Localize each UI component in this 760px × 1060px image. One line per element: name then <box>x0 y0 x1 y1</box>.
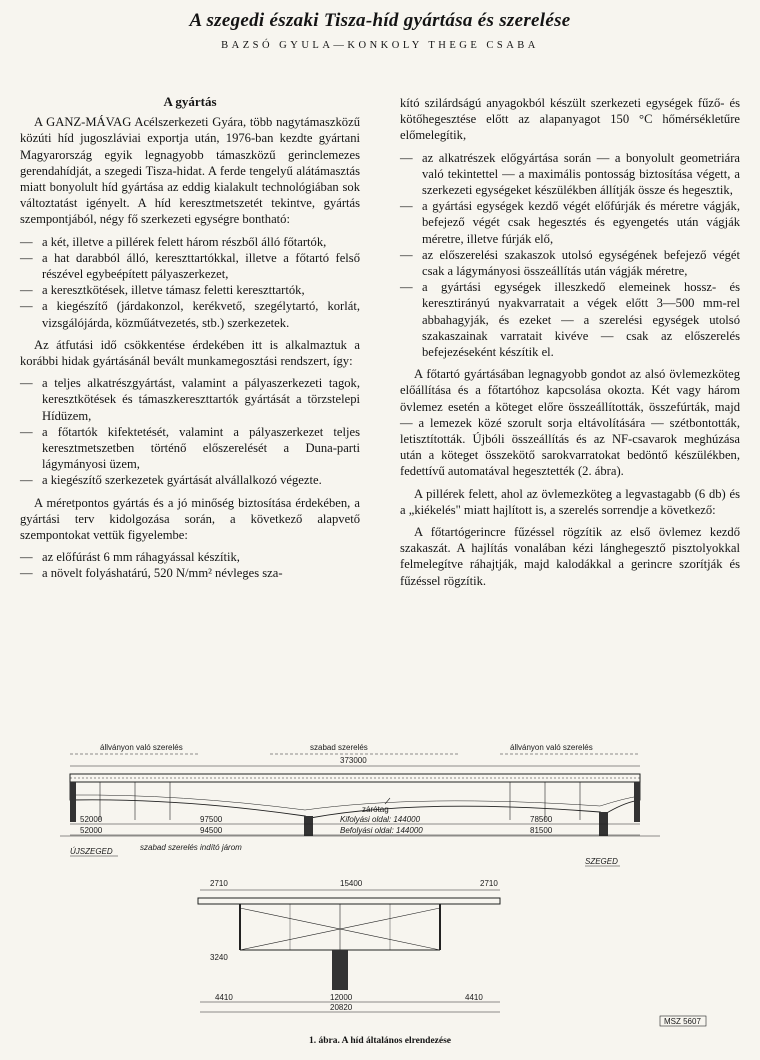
cs-dim-bottom-left: 4410 <box>215 993 233 1002</box>
left-column <box>20 92 360 588</box>
paragraph: A főtartógerincre fűzéssel rögzítik az első övlemez kezdő szakaszát. A hajlítás vonalában kézi lánghegesztő pisztolyokkal felmelegítve ráhajtják, majd kalodákkal a gerincre szorítják és fűzéssel rögzítik. <box>400 525 740 588</box>
list-item: — az alkatrészek előgyártása során — a bonyolult geometriára való tekintettel — a maximális pontosság biztosítása végett, a szerkezeti egységeket készülékben állítják össze és hegesztik, <box>400 150 740 199</box>
bridge-figure <box>40 740 740 1030</box>
label-right-scaffold: állványon való szerelés <box>510 743 593 752</box>
cs-dim-bottom-mid: 12000 <box>330 993 353 1002</box>
list-item: — az előszerelési szakaszok utolsó egységének befejező végét csak a lágymányosi összeállítás után vágják méretre, <box>400 247 740 279</box>
list-item: — a gyártási egységek illeszkedő elemeinek hossz- és keresztirányú nyakvarratait a végek előtt 3—500 mm-rel abbahagyják, és ezeket — a szerelési egységek utolsó szakaszainak varratait kivéve — csak az előszerelés befejezéseként készítik el. <box>400 279 740 360</box>
city-right: SZEGED <box>585 857 618 866</box>
list-item: — a gyártási egységek kezdő végét előfúrják és méretre vágják, befejező végét csak hegesztés és egyengetés után vágják méretre, illetve fúrják elő, <box>400 198 740 247</box>
section-heading: A gyártás <box>163 94 217 109</box>
dash-list <box>20 375 360 488</box>
city-left: ÚJSZEGED <box>70 847 113 856</box>
paragraph: Az átfutási idő csökkentése érdekében itt is alkalmaztuk a korábbi hidak gyártásánál bevált munkamegosztási rendszert, így: <box>20 337 360 369</box>
list-item: — a két, illetve a pillérek felett három részből álló főtartók, <box>20 234 360 250</box>
cs-dim-top-right: 2710 <box>480 879 498 888</box>
cs-dim-bottom-right: 4410 <box>465 993 483 1002</box>
cs-dim-top-left: 2710 <box>210 879 228 888</box>
label-left-scaffold: állványon való szerelés <box>100 743 183 752</box>
list-item: — a növelt folyáshatárú, 520 N/mm² névleges sza- <box>20 565 360 581</box>
label-free-erection: szabad szerelés <box>310 743 368 752</box>
figure-caption: 1. ábra. A híd általános elrendezése <box>308 1036 452 1046</box>
dim-mid-inner: 94500 <box>200 826 223 835</box>
dim-right-inner: 81500 <box>530 826 553 835</box>
bridge-drawing <box>40 740 740 1030</box>
paragraph: A GANZ-MÁVAG Acélszerkezeti Gyára, több nagytámaszközű közúti híd jugoszláviai exportja után, 1976-ban kezdte gyártani Magyarország egyik legnagyobb támaszközű gerinclemezes gerendahídját, a szegedi Tisza-hidat. A ferde tengelyű alátámasztás miatt bonyolult híd gyártása az eddig kialakult technológiában sok változtatást igényelt. A híd keresztmetszetét tekintve, gyártás szempontjából, négy fő szerkezeti egységre bontható: <box>20 115 360 227</box>
cs-dim-bottom-total: 20820 <box>330 1003 353 1012</box>
outer-side-label: Kifolyási oldal: 144000 <box>340 815 421 824</box>
dim-left-inner: 52000 <box>80 826 103 835</box>
list-item: — a főtartók kifektetését, valamint a pályaszerkezet teljes keresztmetszetben történő előszerelését a Duna-parti lágymányosi üzem, <box>20 424 360 473</box>
total-span: 373000 <box>340 756 367 765</box>
dash-list <box>20 234 360 331</box>
list-item: — a teljes alkatrészgyártást, valamint a pályaszerkezeti tagok, keresztkötések és támaszkereszttartók gyártását a törzstelepi Hídüzem, <box>20 375 360 424</box>
list-item: — a hat darabból álló, kereszttartókkal, illetve a főtartó felső részével egybeépített pályaszerkezet, <box>20 250 360 282</box>
dim-left-outer: 52000 <box>80 815 103 824</box>
dash-list <box>20 549 360 581</box>
dim-right-outer: 78500 <box>530 815 553 824</box>
dim-mid-outer: 97500 <box>200 815 223 824</box>
free-erection-start-label: szabad szerelés indító járom <box>140 843 242 852</box>
list-item: — a kiegészítő szerkezetek gyártását alvállalkozó végezte. <box>20 472 360 488</box>
closing-segment-label: zárótag <box>362 805 389 814</box>
right-column <box>400 95 740 595</box>
list-item: — a keresztkötések, illetve támasz feletti kereszttartók, <box>20 282 360 298</box>
cs-dim-top-mid: 15400 <box>340 879 363 888</box>
dash-list <box>400 150 740 361</box>
drawing-stamp: MSZ 5607 <box>664 1017 701 1026</box>
article-authors: BAZSÓ GYULA—KONKOLY THEGE CSABA <box>221 40 539 51</box>
cs-height: 3240 <box>210 953 228 962</box>
paragraph: A főtartó gyártásában legnagyobb gondot az alsó övlemezköteg előállítása és a főtartóhoz kapcsolása okozta. Két vagy három övlemez esetén a köteget előre összeállították, összefúrták, majd — a lemezek közé szorult sorja eltávolítására — szétbontották, letisztították. Újbóli összeállítás és az NF-csavarok meghúzása után a köteget összekötő sarokvarratokat bedöntő készülékben, fedettívű automatával hegesztették (2. ábra). <box>400 367 740 479</box>
article-title: A szegedi északi Tisza-híd gyártása és szerelése <box>189 10 571 31</box>
paragraph: kító szilárdságú anyagokból készült szerkezeti egységek fűző- és kötőhegesztése előtt az alapanyagot 150 °C hőmérsékletűre előmelegítik, <box>400 96 740 143</box>
inner-side-label: Befolyási oldal: 144000 <box>340 826 423 835</box>
paragraph: A méretpontos gyártás és a jó minőség biztosítása érdekében, a gyártási terv kidolgozása során, a következő alapvető szempontokat vettük figyelembe: <box>20 495 360 543</box>
paragraph: A pillérek felett, ahol az övlemezköteg a legvastagabb (6 db) és a „kiékelés" miatt hajlított is, a szerelés sorrendje a következő: <box>400 486 740 517</box>
list-item: — a kiegészítő (járdakonzol, kerékvető, szegélytartó, korlát, vizsgálójárda, közműátvezetés, stb.) szerkezetek. <box>20 298 360 330</box>
list-item: — az előfúrást 6 mm ráhagyással készítik, <box>20 549 360 565</box>
